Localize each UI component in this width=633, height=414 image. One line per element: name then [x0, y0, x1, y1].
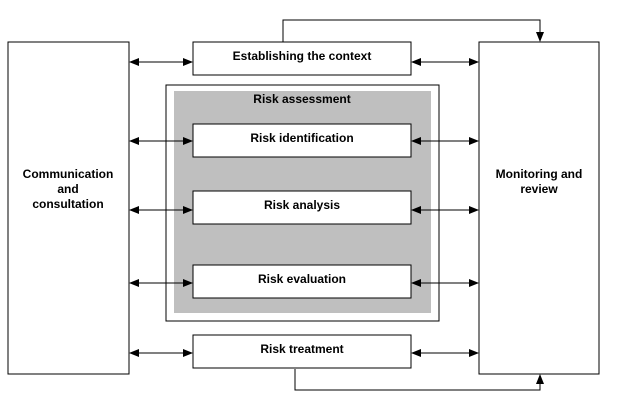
risk-analysis-label: Risk analysis	[263, 198, 341, 212]
risk-identification-label: Risk identification	[250, 131, 354, 145]
communication-label-line2: and	[57, 182, 79, 196]
establishing-the-context-label: Establishing the context	[232, 49, 372, 63]
risk-treatment-label: Risk treatment	[260, 342, 344, 356]
monitoring-label-line2: review	[520, 182, 558, 196]
arrow-context-to-monitoring-top	[283, 20, 540, 42]
risk-evaluation-label: Risk evaluation	[257, 272, 347, 286]
monitoring-and-review-box	[479, 42, 599, 374]
communication-label-line3: consultation	[32, 197, 104, 211]
communication-label-line1: Communication	[22, 167, 114, 181]
monitoring-label-line1: Monitoring and	[495, 167, 583, 181]
risk-assessment-label: Risk assessment	[253, 92, 351, 106]
